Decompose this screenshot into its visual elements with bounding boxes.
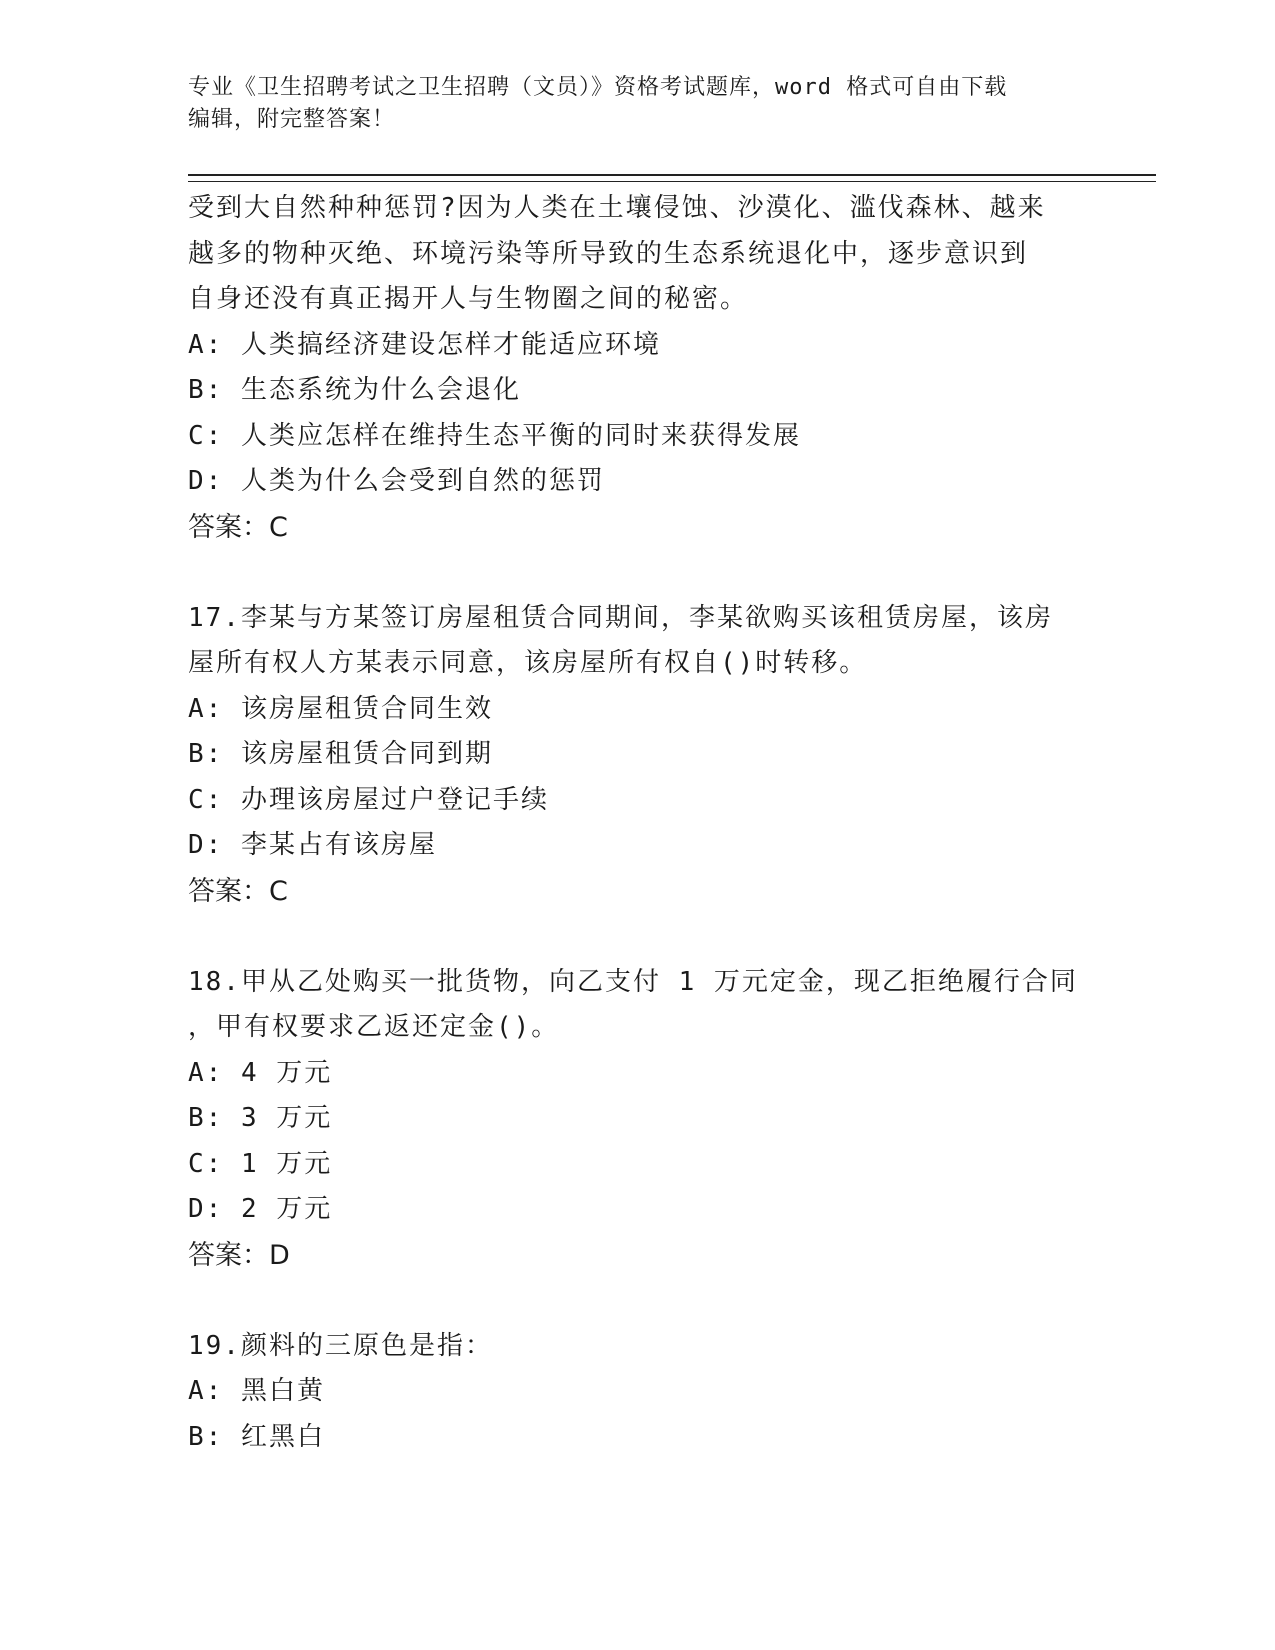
option-d: D: 2 万元 xyxy=(188,1194,333,1224)
question-list xyxy=(188,186,1088,1460)
question-stem-line: 越多的物种灭绝、环境污染等所导致的生态系统退化中，逐步意识到 xyxy=(188,238,1029,269)
question-stem-line: 19.颜料的三原色是指： xyxy=(188,1330,493,1361)
question-stem-line: 18.甲从乙处购买一批货物，向乙支付 1 万元定金，现乙拒绝履行合同 xyxy=(188,966,1078,997)
option-a: A: 黑白黄 xyxy=(188,1376,325,1406)
question-spacer xyxy=(188,914,1088,960)
option-c: C: 人类应怎样在维持生态平衡的同时来获得发展 xyxy=(188,420,801,451)
option-b: B: 3 万元 xyxy=(188,1103,333,1133)
option-a: A: 人类搞经济建设怎样才能适应环境 xyxy=(188,329,661,360)
option-b: B: 该房屋租赁合同到期 xyxy=(188,739,493,769)
header-divider-thick xyxy=(188,174,1156,176)
header-line-1: 专业《卫生招聘考试之卫生招聘（文员）》资格考试题库，word 格式可自由下载 xyxy=(188,75,1008,100)
option-d: D: 人类为什么会受到自然的惩罚 xyxy=(188,466,605,496)
question-spacer xyxy=(188,1278,1088,1324)
option-a: A: 4 万元 xyxy=(188,1057,333,1088)
question-stem-line: ，甲有权要求乙返还定金()。 xyxy=(188,1012,560,1042)
question-stem-line: 屋所有权人方某表示同意，该房屋所有权自()时转移。 xyxy=(188,648,868,678)
option-b: B: 红黑白 xyxy=(188,1421,325,1452)
page-header xyxy=(188,72,1068,136)
question-stem-line: 17.李某与方某签订房屋租赁合同期间，李某欲购买该租赁房屋，该房 xyxy=(188,602,1053,633)
option-c: C: 1 万元 xyxy=(188,1148,333,1179)
answer-label: 答案：C xyxy=(188,511,288,543)
header-divider-thin xyxy=(188,181,1156,182)
question-18 xyxy=(188,960,1088,1279)
option-b: B: 生态系统为什么会退化 xyxy=(188,375,521,405)
question-16 xyxy=(188,186,1088,550)
question-stem-line: 受到大自然种种惩罚?因为人类在土壤侵蚀、沙漠化、滥伐森林、越来 xyxy=(188,193,1046,223)
header-line-2: 编辑，附完整答案！ xyxy=(188,107,396,132)
question-stem-line: 自身还没有真正揭开人与生物圈之间的秘密。 xyxy=(188,284,749,314)
answer-label: 答案：C xyxy=(188,875,288,907)
question-19 xyxy=(188,1324,1088,1461)
option-d: D: 李某占有该房屋 xyxy=(188,830,437,860)
question-spacer xyxy=(188,550,1088,596)
question-17 xyxy=(188,596,1088,915)
option-a: A: 该房屋租赁合同生效 xyxy=(188,693,493,724)
answer-label: 答案：D xyxy=(188,1239,290,1271)
option-c: C: 办理该房屋过户登记手续 xyxy=(188,784,549,815)
